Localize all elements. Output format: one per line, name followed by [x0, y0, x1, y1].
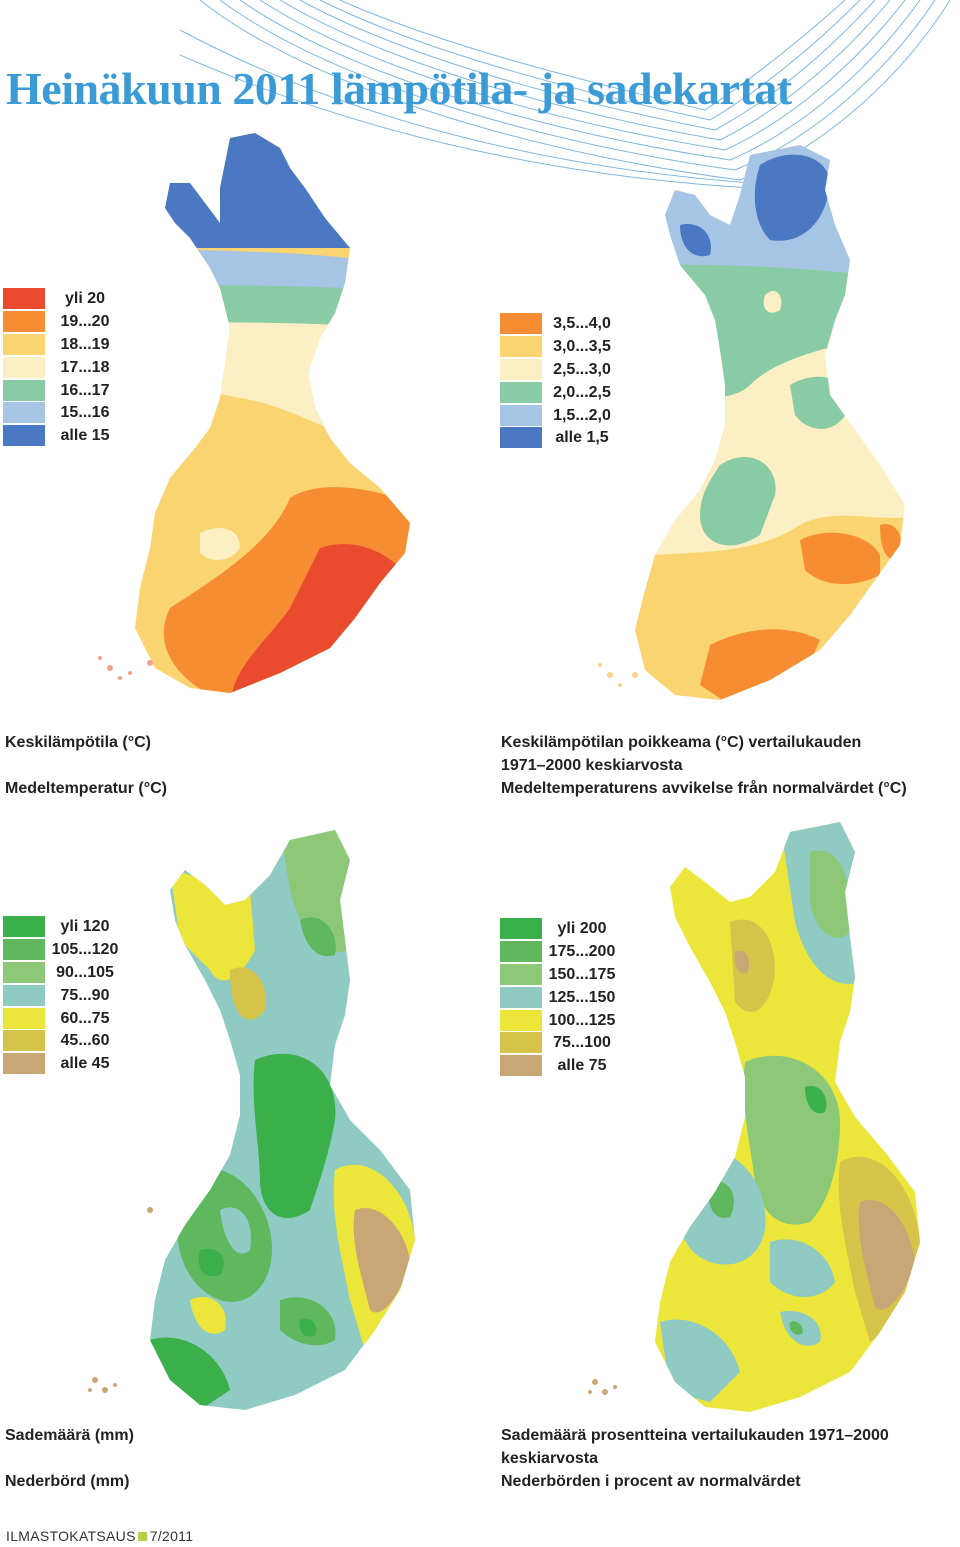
legend-swatch	[500, 964, 542, 986]
legend-swatch	[500, 1055, 542, 1077]
caption-precipitation-percent-sv: Nederbörden i procent av normalvärdet	[501, 1473, 801, 1490]
legend-item	[500, 404, 622, 427]
legend-item	[3, 311, 125, 334]
legend-swatch	[3, 357, 45, 379]
legend-mean-temperature	[3, 288, 125, 448]
legend-label: yli 200	[557, 920, 607, 938]
map-temperature-anomaly	[580, 145, 920, 715]
legend-swatch	[500, 405, 542, 427]
legend-swatch	[500, 382, 542, 404]
legend-item	[500, 359, 622, 382]
caption-precipitation-sv: Nederbörd (mm)	[5, 1473, 130, 1490]
legend-swatch	[3, 916, 45, 938]
legend-item	[500, 1032, 622, 1055]
legend-swatch	[500, 1010, 542, 1032]
legend-label: 19...20	[60, 313, 110, 331]
legend-swatch	[3, 425, 45, 447]
legend-swatch	[3, 962, 45, 984]
caption-mean-temperature-fi: Keskilämpötila (°C)	[5, 734, 151, 751]
map-precipitation-percent	[580, 822, 920, 1422]
legend-label: 105...120	[51, 941, 119, 959]
legend-item	[3, 984, 125, 1007]
footer-square-icon	[138, 1532, 147, 1541]
legend-swatch	[3, 985, 45, 1007]
legend-item	[500, 1009, 622, 1032]
legend-item	[500, 336, 622, 359]
legend-item	[3, 1007, 125, 1030]
legend-item	[3, 425, 125, 448]
legend-item	[3, 962, 125, 985]
legend-label: alle 1,5	[555, 429, 609, 447]
caption-precipitation-fi: Sademäärä (mm)	[5, 1427, 134, 1444]
legend-temperature-anomaly	[500, 313, 622, 450]
legend-swatch	[3, 334, 45, 356]
legend-swatch	[3, 1053, 45, 1075]
map-mean-temperature	[80, 128, 420, 708]
legend-swatch	[500, 941, 542, 963]
legend-label: 16...17	[60, 381, 110, 399]
legend-label: 3,5...4,0	[553, 315, 611, 333]
legend-item	[3, 916, 125, 939]
legend-swatch	[500, 313, 542, 335]
legend-item	[3, 356, 125, 379]
legend-label: yli 20	[64, 290, 106, 308]
legend-swatch	[3, 1008, 45, 1030]
legend-item	[500, 941, 622, 964]
legend-item	[3, 288, 125, 311]
legend-label: alle 45	[60, 1055, 110, 1073]
legend-label: 75...100	[553, 1034, 611, 1052]
legend-swatch	[3, 311, 45, 333]
legend-swatch	[500, 427, 542, 449]
legend-label: 125...150	[548, 988, 616, 1006]
caption-precipitation-percent-fi-line2: keskiarvosta	[501, 1450, 598, 1467]
legend-item	[3, 1053, 125, 1076]
legend-item	[500, 427, 622, 450]
legend-item	[3, 379, 125, 402]
footer	[6, 1528, 193, 1544]
legend-item	[3, 334, 125, 357]
legend-item	[500, 1055, 622, 1078]
legend-label: 175...200	[548, 943, 616, 961]
legend-label: alle 15	[60, 427, 110, 445]
legend-label: 3,0...3,5	[553, 338, 611, 356]
legend-label: 15...16	[60, 404, 110, 422]
legend-label: 18...19	[60, 335, 110, 353]
legend-label: 75...90	[60, 986, 110, 1004]
legend-item	[500, 381, 622, 404]
legend-label: 1,5...2,0	[553, 406, 611, 424]
legend-swatch	[500, 987, 542, 1009]
legend-label: 90...105	[56, 963, 114, 981]
legend-label: 2,0...2,5	[553, 383, 611, 401]
legend-swatch	[500, 1032, 542, 1054]
legend-item	[500, 964, 622, 987]
legend-precipitation-percent	[500, 918, 622, 1078]
legend-item	[500, 986, 622, 1009]
legend-item	[500, 918, 622, 941]
map-precipitation	[80, 830, 420, 1420]
legend-swatch	[3, 288, 45, 310]
legend-item	[3, 402, 125, 425]
page-title: Heinäkuun 2011 lämpötila- ja sadekartat	[6, 63, 792, 114]
legend-swatch	[3, 402, 45, 424]
legend-label: 150...175	[548, 965, 616, 983]
legend-label: 45...60	[60, 1032, 110, 1050]
legend-swatch	[3, 380, 45, 402]
legend-item	[500, 313, 622, 336]
caption-temperature-anomaly-fi: Keskilämpötilan poikkeama (°C) vertailukauden	[501, 734, 862, 751]
footer-issue: 7/2011	[149, 1528, 194, 1544]
legend-swatch	[500, 336, 542, 358]
legend-label: 17...18	[60, 358, 110, 376]
legend-swatch	[500, 918, 542, 940]
legend-label: 100...125	[548, 1011, 616, 1029]
caption-mean-temperature-sv: Medeltemperatur (°C)	[5, 780, 167, 797]
legend-label: yli 120	[60, 918, 110, 936]
caption-precipitation-percent-fi: Sademäärä prosentteina vertailukauden 1971–2000	[501, 1427, 889, 1444]
footer-publication: ILMASTOKATSAUS	[6, 1528, 136, 1544]
legend-swatch	[500, 359, 542, 381]
legend-swatch	[3, 1030, 45, 1052]
legend-precipitation	[3, 916, 125, 1076]
legend-item	[3, 939, 125, 962]
legend-swatch	[3, 939, 45, 961]
caption-temperature-anomaly-sv: Medeltemperaturens avvikelse från normalvärdet (°C)	[501, 780, 907, 797]
legend-label: alle 75	[557, 1057, 607, 1075]
legend-label: 2,5...3,0	[553, 360, 611, 378]
legend-label: 60...75	[60, 1009, 110, 1027]
legend-item	[3, 1030, 125, 1053]
caption-temperature-anomaly-fi-line2: 1971–2000 keskiarvosta	[501, 757, 683, 774]
